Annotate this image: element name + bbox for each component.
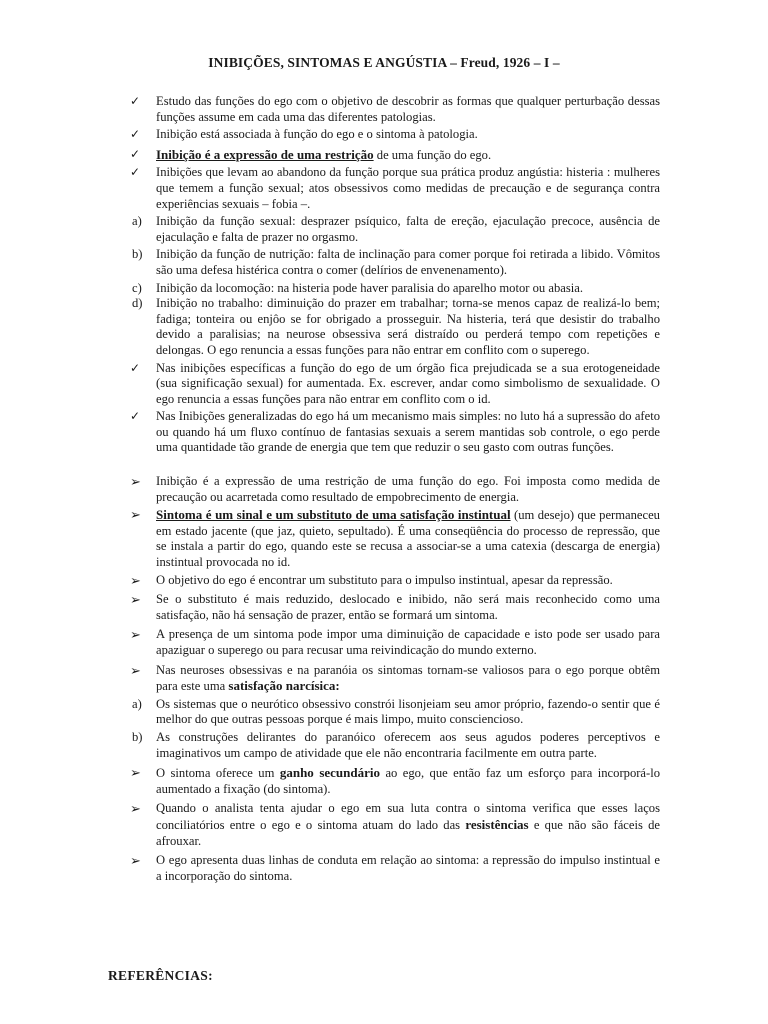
item-text: Inibição no trabalho: diminuição do prazer em trabalhar; torna-se menos capaz de realizá-lo bem; fadiga; tonteira ou enjôo se for obrigado a prosseguir. Na histeria, terá que desistir do trabalho devido a paralisias; na neurose obsessiva será distraído ou perderá tempo com repetições e delongas. O ego renuncia a essas funções para não entrar em conflito com o superego.: [156, 296, 660, 357]
checkmark-icon: ✓: [130, 360, 141, 375]
list-item: [130, 94, 660, 125]
item-text-lead: O sintoma oferece um: [156, 766, 280, 781]
item-text: Inibição está associada à função do ego e o sintoma à patologia.: [156, 127, 478, 142]
item-text: Inibição da função sexual: desprazer psíquico, falta de ereção, ejaculação precoce, ausência de ejaculação e falta de prazer no orgasmo.: [156, 214, 660, 244]
item-text: Inibição da função de nutrição: falta de inclinação para comer porque foi retirada a libido. Vômitos são uma defesa histérica contra o comer (delírios de envenenamento).: [156, 247, 660, 277]
list-item: [130, 127, 660, 143]
item-emphasis: satisfação narcísica:: [228, 678, 340, 694]
item-text: O ego apresenta duas linhas de conduta em relação ao sintoma: a repressão do impulso instintual e a incorporação do sintoma.: [156, 853, 660, 883]
item-text: Inibições que levam ao abandono da função porque sua prática produz angústia: histeria : mulheres que temem a função sexual; atos obsessivos como medidas de precaução e de segurança contra experiências sexuais – fobia –.: [156, 165, 660, 211]
list-item: [130, 730, 660, 761]
item-emphasis: Inibição é a expressão de uma restrição: [156, 146, 374, 162]
item-text: Nas Inibições generalizadas do ego há um mecanismo mais simples: no luto há a supressão do afeto ou quando há um fluxo contínuo de fantasias sexuais a serem mantidas sob controle, o ego perde uma quantidade tão grande de energia que tem que reduzir o seu gasto com outras funções.: [156, 409, 660, 455]
item-label: d): [132, 296, 143, 311]
checkmark-icon: ✓: [130, 94, 141, 108]
arrow-bullet-icon: ➢: [130, 765, 141, 781]
item-emphasis: resistências: [465, 816, 529, 832]
list-item: [130, 214, 660, 245]
list-item: [130, 627, 660, 658]
arrow-bullet-icon: ➢: [130, 592, 141, 608]
item-text: (um desejo) que permaneceu em estado jacente (que jaz, quieto, sepultado). É uma conseqüência do processo de repressão, que se instala a partir do ego, quando este se recusa a associar-se a uma catexia (descarga de energia) instintual provocada no id.: [156, 508, 660, 570]
list-item: [130, 765, 660, 797]
document-body: [130, 94, 660, 884]
list-item: [130, 592, 660, 623]
list-item: [130, 474, 660, 505]
list-item: [130, 361, 660, 408]
references-heading: REFERÊNCIAS:: [108, 968, 213, 983]
item-text: As construções delirantes do paranóico oferecem aos seus agudos poderes perceptivos e imaginativos um campo de atividade que ele não encontraria facilmente em outra parte.: [156, 729, 660, 760]
arrow-bullet-icon: ➢: [130, 853, 141, 869]
list-item: [130, 247, 660, 278]
item-text: Se o substituto é mais reduzido, deslocado e inibido, não será mais reconhecido como uma satisfação, não há sensação de prazer, então se formará um sintoma.: [156, 592, 660, 622]
item-label: a): [132, 696, 142, 711]
checkmark-icon: ✓: [130, 409, 141, 424]
item-emphasis: ganho secundário: [279, 765, 381, 781]
list-item: [130, 507, 660, 570]
item-text: Nas inibições específicas a função do ego de um órgão fica prejudicada se a sua erotogeneidade (sua significação sexual) for aumentada. Ex. escrever, andar como simbolismo de sexualidade. O ego renuncia a essas funções para não entrar em conflito com o id.: [156, 360, 660, 406]
checkmark-icon: ✓: [130, 127, 141, 142]
list-item: [130, 409, 660, 456]
item-text: Inibição é a expressão de uma restrição de uma função do ego. Foi imposta como medida de precaução ou acarretada como resultado de empobrecimento de energia.: [156, 474, 660, 504]
arrow-bullet-icon: ➢: [130, 507, 141, 523]
list-item: [130, 853, 660, 884]
arrow-bullet-icon: ➢: [130, 801, 141, 817]
item-label: b): [132, 247, 143, 262]
arrow-bullet-icon: ➢: [130, 474, 141, 490]
item-text: A presença de um sintoma pode impor uma diminuição de capacidade e isto pode ser usado para apaziguar o superego ou para recusar uma reivindicação do mundo externo.: [156, 627, 660, 657]
item-text: de uma função do ego.: [373, 147, 492, 162]
arrow-bullet-icon: ➢: [130, 627, 141, 643]
arrow-bullet-icon: ➢: [130, 662, 141, 678]
list-item: [130, 801, 660, 849]
arrow-bullet-icon: ➢: [130, 572, 141, 588]
list-item: [130, 296, 660, 358]
item-text: Os sistemas que o neurótico obsessivo constrói lisonjeiam seu amor próprio, fazendo-o sentir que é melhor do que outras pessoas porque é mais limpo, muito consciencioso.: [156, 696, 660, 727]
list-item: [130, 147, 660, 164]
item-text: Nas neuroses obsessivas e na paranóia os sintomas tornam-se valiosos para o ego porque obtêm para este uma: [156, 662, 660, 694]
item-text: Inibição da locomoção: na histeria pode haver paralisia do aparelho motor ou abasia.: [156, 280, 583, 295]
item-label: a): [132, 214, 142, 229]
item-label: c): [132, 280, 142, 295]
list-item: [130, 663, 660, 695]
item-text-lead: Quando o analista tenta ajudar o ego em sua luta contra o sintoma verifica que esses laços conciliatórios entre o ego e o sintoma atuam do lado das: [156, 801, 660, 832]
list-item: [130, 165, 660, 212]
item-text: e que não são fáceis de afrouxar.: [156, 817, 660, 848]
item-text: O objetivo do ego é encontrar um substituto para o impulso instintual, apesar da repressão.: [156, 572, 613, 587]
list-item: [130, 697, 660, 728]
list-item: [130, 281, 660, 297]
item-text: ao ego, que então faz um esforço para incorporá-lo aumentado a fixação (do sintoma).: [156, 766, 661, 796]
item-label: b): [132, 729, 143, 744]
checkmark-icon: ✓: [130, 146, 141, 161]
document-title: INIBIÇÕES, SINTOMAS E ANGÚSTIA – Freud, 1926 – I –: [208, 55, 560, 70]
checkmark-icon: ✓: [130, 165, 141, 180]
list-item: [130, 573, 660, 589]
item-text: Estudo das funções do ego com o objetivo de descobrir as formas que qualquer perturbação dessas funções assume em cada uma das diferentes patologias.: [156, 94, 660, 124]
item-emphasis: Sintoma é um sinal e um substituto de uma satisfação instintual: [156, 507, 511, 523]
